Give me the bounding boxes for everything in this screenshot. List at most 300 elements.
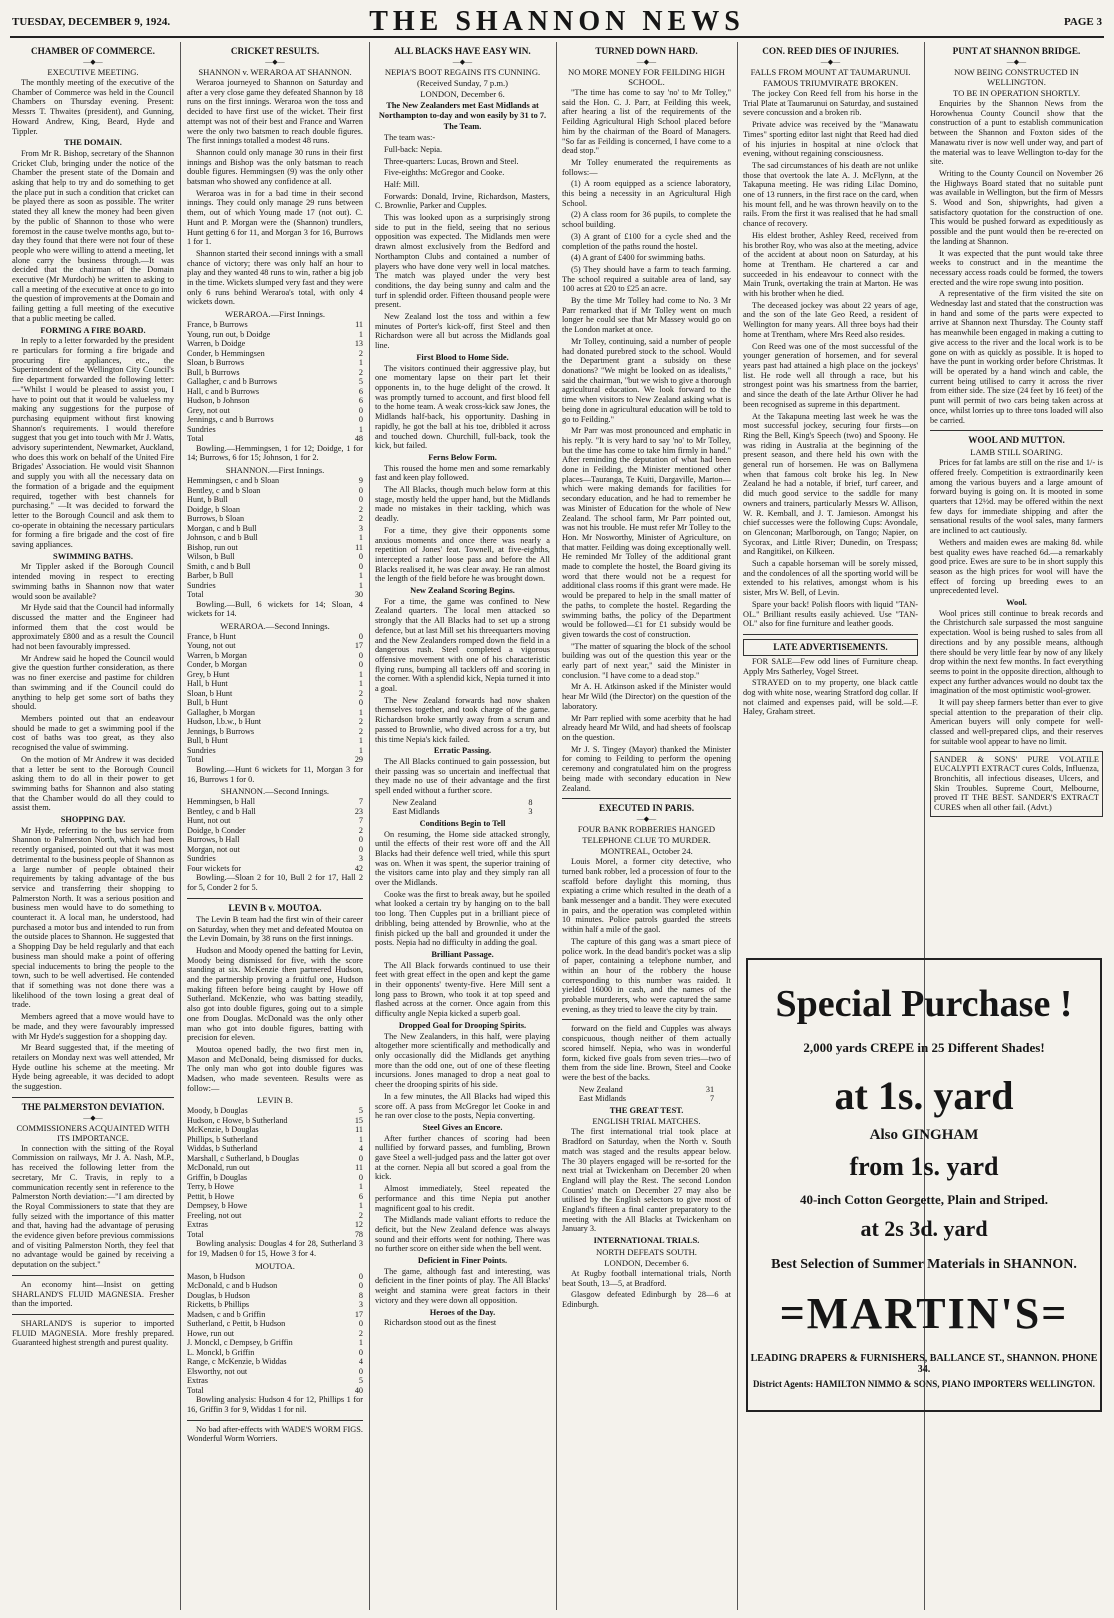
dateline: LONDON, December 6. (604, 1257, 689, 1268)
score-row (187, 826, 363, 836)
score-value: 1 (358, 669, 363, 679)
score-value: 2 (358, 514, 363, 524)
paragraph: Mr Tolley enumerated the requirements as follows:— (562, 157, 731, 177)
paragraph: The All Black forwards continued to use their feet with great effect in the open and kept the game in their opponents' twenty-five. Here Mill sent a long pass to Brown, who took it at top speed and flashed across at the corner. Once again from this difficulty angle Nepia kicked a superb goal. (375, 960, 550, 1019)
score-value: 1 (358, 1338, 363, 1348)
score-entry: Doidge, b Sloan (187, 504, 240, 514)
score-entry: Burrows, b Sloan (187, 514, 245, 524)
ornament: —◆— (820, 58, 841, 66)
article-headline: ALL BLACKS HAVE EASY WIN. (394, 46, 531, 56)
article-subhead: SHANNON v. WERAROA AT SHANNON. (198, 67, 352, 77)
score-value: 0 (358, 1172, 363, 1182)
paragraph: Richardson stood out as the finest (384, 1318, 497, 1328)
score-entry: Ricketts, b Phillips (187, 1300, 250, 1310)
score-entry: Sloan, b Hunt (187, 688, 233, 698)
score-entry: Mason, b Hudson (187, 1271, 245, 1281)
eucalypti-advert: SANDER & SONS' PURE VOLATILE EUCALYPTI EXTRACT cures Colds, Influenza, Bronchitis, all infectious diseases, Ulcers, and Skin Troubles. Supreme Court, Melbourne, proved IT THE BEST. SANDER'S EXTRACT CURES when all other fail. (Advt.) (930, 751, 1103, 817)
advert-price: from 1s. yard (849, 1152, 999, 1181)
article-subhead: NORTH DEFEATS SOUTH. (596, 1246, 697, 1257)
score-entry: Grey, not out (187, 405, 230, 415)
column-rule (180, 42, 181, 1610)
score-value: 1 (358, 745, 363, 755)
advert-line: SHARLAND'S is superior to imported FLUID MAGNESIA. More freshly prepared. Guaranteed highest strength and purest quality. (12, 1318, 174, 1348)
score-value: 3 (358, 523, 363, 533)
paragraph: The All Blacks, though much below form at this stage, mostly held the upper hand, but the Midlands made no mistakes in their tackling, which was deadly. (375, 485, 550, 524)
scorecard (187, 1106, 363, 1239)
issue-date: TUESDAY, DECEMBER 9, 1924. (12, 16, 171, 28)
article-headline: CHAMBER OF COMMERCE. (31, 46, 155, 56)
paragraph: Mr Beard suggested that, if the meeting of retailers on Monday next was well attended, Mr Hyde outline his scheme at the meeting. Mr Hyde being agreeable, it was decided to adopt the suggestion. (12, 1043, 174, 1092)
column-punt-and-wool (930, 44, 1103, 950)
score-value: 5 (358, 377, 363, 387)
score-value: 6 (358, 396, 363, 406)
advert-line: Spare your back! Polish floors with liquid "TAN-OL." Brilliant results easily achieved. Use "TAN-OL" also for fine furniture and leather goods. (743, 599, 918, 629)
score-entry: Johnson, c and b Bull (187, 533, 258, 543)
half-time-score (393, 798, 533, 817)
divider (562, 798, 731, 799)
score-value: 30 (354, 590, 363, 600)
section-head: FORMING A FIRE BOARD. (40, 325, 146, 335)
score-entry: Bentley, c and b Hall (187, 806, 256, 816)
district-agents: District Agents: HAMILTON NIMMO & SONS, PIANO IMPORTERS WELLINGTON. (753, 1379, 1095, 1389)
article-subhead: NEPIA'S BOOT REGAINS ITS CUNNING. (384, 67, 541, 77)
score-value: 2 (358, 1210, 363, 1220)
paragraph: Members pointed out that an endeavour should be made to get a swimming pool if the cost of baths was too great, as they also recognised the value of swimming. (12, 714, 174, 753)
section-head: Steel Gives an Encore. (422, 1122, 503, 1132)
score-entry: Bull, b Hunt (187, 698, 228, 708)
score-entry: Hudson, b Johnson (187, 396, 250, 406)
score-value: 0 (358, 844, 363, 854)
score-row (187, 698, 363, 708)
paragraph: "The time has come to say 'no' to Mr Tolley," said the Hon. C. J. Parr, at Feilding this week, after hearing a list of the requirements of the Feilding Agricultural High School placed before him by the chairman of the Board of Managers. "So far as Feilding is concerned, I have come to a dead stop." (562, 88, 731, 156)
advert-price: at 1s. yard (834, 1073, 1014, 1118)
paragraph: Shannon started their second innings with a small chance of victory; there was only half an hour to play and they wanted 48 runs to win, rather a big job in the time. Wickets slumped very fast and they were only 6 runs behind Weraroa's total, with only 4 wickets down. (187, 248, 363, 307)
score-entry: J. Monckl, c Dempsey, b Griffin (187, 1338, 293, 1348)
section-head: Wool. (1006, 598, 1027, 608)
ornament: —◆— (1006, 58, 1027, 66)
score-entry: Morgan, not out (187, 844, 240, 854)
score-entry: Bull, b Hunt (187, 736, 228, 746)
score-entry: Total (187, 590, 204, 600)
score-entry: Conder, b Hemmingsen (187, 348, 265, 358)
score-row (187, 807, 363, 817)
divider (930, 430, 1103, 431)
score-row (187, 1319, 363, 1329)
section-head: New Zealand Scoring Begins. (410, 586, 515, 596)
paragraph: Mr Tippler asked if the Borough Council intended moving in respect to erecting swimming baths in Shannon now that water would soon be available? (12, 562, 174, 601)
section-head: Heroes of the Day. (429, 1307, 496, 1317)
divider (187, 898, 363, 899)
column-rule (556, 42, 557, 1610)
paragraph: Mr Parr was most pronounced and emphatic in his reply. "It is very hard to say 'no' to Mr Tolley, but the time has come to take him firmly in hand." After reminding the deputation of what had been done in Feilding, the Minister mentioned other places—Tauranga, Te Kuiti, Dargaville, Marton—which were making demands for facilities for secondary education, and he had to remember he was Minister of Education for the whole of New Zealand. The school farm, Mr Parr pointed out, was not his trouble. He must refer Mr Tolley to the Hon. Mr Nosworthy, Minister of Agriculture, on that matter. Feilding was doing exceptionally well. He reminded Mr Tolley of the additional grant made to complete the hostel, the Board giving its word that there would not be a request for additional class rooms if this grant were made. He would be prepared to help in the small matter of the paths, to complete the hostel. Regarding the swimming baths, the policy of the Department would be followed—£1 for £1 subsidy would be given towards the cost of construction. (562, 426, 731, 639)
score-entry: Pettit, b Howe (187, 1191, 235, 1201)
score-value: 2 (358, 726, 363, 736)
score-value: 0 (358, 1347, 363, 1357)
column-feilding-school (562, 44, 731, 1610)
bowling-figures: Bowling.—Sloan 2 for 10, Bull 2 for 17, Hall 2 for 5, Conder 2 for 5. (187, 873, 363, 893)
article-headline: CRICKET RESULTS. (230, 46, 320, 56)
score-value: 5 (358, 1106, 363, 1116)
score-entry: Bishop, run out (187, 542, 238, 552)
section-head: Erratic Passing. (433, 746, 492, 756)
score-entry: Madsen, c and b Griffin (187, 1309, 266, 1319)
score-row (187, 1310, 363, 1320)
article-subhead: COMMISSIONERS ACQUAINTED WITH ITS IMPORTANCE. (16, 1122, 170, 1143)
score-value: 13 (354, 339, 363, 349)
score-value: 0 (358, 650, 363, 660)
divider (12, 1275, 174, 1276)
score-value: 3 (528, 807, 533, 817)
score-row (187, 1144, 363, 1154)
score-value: 5 (358, 1376, 363, 1386)
score-value: 3 (358, 854, 363, 864)
advert-headline: Special Purchase ! (775, 983, 1073, 1025)
score-entry: Jennings, c and b Burrows (187, 415, 274, 425)
paragraph: At Rugby football international trials, North beat South, 13—5, at Bradford. (562, 1268, 731, 1288)
score-entry: L. Monckl, b Griffin (187, 1347, 255, 1357)
score-row (187, 1367, 363, 1377)
score-row (187, 835, 363, 845)
section-head: THE GREAT TEST. (609, 1105, 684, 1115)
paragraph: The New Zealand forwards had now shaken themselves together, and took charge of the game. Richardson broke smartly away from a scrum and passed to Brownlie, who dived across for a try, but this time Nepia's kick failed. (375, 695, 550, 744)
score-row (187, 415, 363, 425)
paragraph: It will pay sheep farmers better than ever to give special attention to the preparation of their clip. American buyers will only compete for well-classed and well-prepared clips, and their reserves for suitable wool appear to have no limit. (930, 698, 1103, 746)
score-row (187, 505, 363, 515)
score-entry: France, b Hunt (187, 631, 236, 641)
score-value: 1 (358, 1134, 363, 1144)
paragraph: From Mr R. Bishop, secretary of the Shannon Cricket Club, bringing under the notice of the Chamber the present state of the Domain and asking that help to try and do something to get the place put in such a condition that cricket can be played there as soon as possible. The writer stated they all knew the money had been given by the public of Shannon to those who were foremost in the cause twelve months ago, but to-day they found that there were not four of these people who were willing to attend a meeting, let alone carry the business through.—It was decided that the chairman of the Domain executive (Mr Murdoch) be written to asking to call a meeting of the executive at once to go into the question of improvements at the Domain and failing getting a full meeting of the executive that a public meeting be called. (12, 148, 174, 323)
score-value: 9 (358, 476, 363, 486)
score-row (187, 387, 363, 397)
article-subhead: TO BE IN OPERATION SHORTLY. (953, 88, 1080, 98)
score-value: 1 (358, 329, 363, 339)
score-row (187, 1163, 363, 1173)
paragraph: forward on the field and Cupples was always conspicuous, though neither of them actually scored himself. Nepia, who was in wonderful form, kicked five goals from seven tries—two of them from the side line. Brown, Steel and Cooke were the best of the backs. (562, 1024, 731, 1082)
score-value: 42 (354, 863, 363, 873)
article-headline: THE PALMERSTON DEVIATION. (21, 1101, 165, 1112)
score-value: 4 (358, 1144, 363, 1154)
score-row (187, 543, 363, 553)
column-cricket-results (187, 44, 363, 1610)
score-value: 0 (358, 405, 363, 415)
score-row (187, 581, 363, 591)
score-value: 29 (354, 755, 363, 765)
score-row (187, 552, 363, 562)
score-value: 11 (355, 320, 363, 330)
paragraph: In connection with the sitting of the Royal Commission on railways, Mr J. A. Nash, M.P., has received the following letter from the secretary, Mr C. Travis, in reply to a communication recently sent in reference to the Palmerston North deviation:—"I am directed by the Royal Commissioners to state that they are fully seized with the importance of this matter and that, having had the advantage of perusing the evidence given before previous commissions and of visiting Palmerston North, they feel that no advantage would be gained by receiving a deputation on the subject." (12, 1143, 174, 1270)
score-value: 6 (358, 1191, 363, 1201)
dateline: MONTREAL, October 24. (600, 846, 693, 857)
article-headline: EXECUTED IN PARIS. (598, 803, 695, 814)
paragraph: Weraroa was in for a bad time in their second innings. They could only manage 29 runs between them, out of which Young made 17 (not out). C. Hunt and P. Morgan were the (Shannon) trundlers, Hunt getting 6 for 11, and Morgan 3 for 16, Burrows 1 for 1. (187, 188, 363, 247)
section-head: SHOPPING DAY. (60, 815, 126, 825)
advert-line: An economy hint—Insist on getting SHARLAND'S FLUID MAGNESIA. Fresher than the imported. (12, 1279, 174, 1309)
score-row (187, 1291, 363, 1301)
score-entry: New Zealand (578, 1084, 623, 1094)
score-value: 17 (354, 641, 363, 651)
team-line: Forwards: Donald, Irvine, Richardson, Masters, C. Brownlie, Parker and Cupples. (375, 191, 550, 211)
paragraph: Mr Tolley, continuing, said a number of people had donated purebred stock to the school. Would the Department grant a subsidy on these donations? "We might be looked on as idealists," said the chairman, "but we wish to give a thorough agricultural education. We look forward to the time when visitors to New Zealand asking what is being done in agricultural education will be told to go to Feilding." (562, 336, 731, 424)
score-value: 11 (355, 1163, 363, 1173)
score-row (187, 845, 363, 855)
score-value: 8 (528, 797, 533, 807)
ornament: —◆— (452, 58, 473, 66)
score-row (393, 807, 533, 817)
score-row (187, 1357, 363, 1367)
score-row (187, 1272, 363, 1282)
score-entry: Dempsey, b Howe (187, 1201, 248, 1211)
section-head: Conditions Begin to Tell (419, 818, 506, 828)
score-value: 0 (358, 1271, 363, 1281)
ornament: —◆— (265, 58, 285, 66)
score-entry: Hunt, b Bull (187, 495, 228, 505)
score-entry: Warren, b Morgan (187, 650, 247, 660)
score-value: 0 (358, 495, 363, 505)
column-con-reed (743, 44, 918, 950)
score-entry: Sloan, b Burrows (187, 358, 245, 368)
score-row (187, 632, 363, 642)
paragraph: Louis Morel, a former city detective, who turned bank robber, led a procession of four to the scaffold before daylight this morning, thus expiating a crime which resulted in the death of a bank messenger and a bandit. They were executed in pairs, and the operation was completed within 10 minutes. Police patrols guarded the streets within half a mile of the gaol. (562, 857, 731, 935)
bowling-figures: Bowling.—Hemmingsen, 1 for 12; Doidge, 1 for 14; Burrows, 6 for 15; Johnson, 1 for 2. (187, 443, 363, 463)
column-chamber-of-commerce (12, 44, 174, 1610)
final-score (579, 1085, 714, 1104)
score-row (187, 854, 363, 864)
ornament: —◆— (83, 58, 103, 66)
score-row (187, 425, 363, 435)
score-entry: Conder, b Morgan (187, 660, 247, 670)
score-row (187, 1220, 363, 1230)
article-headline: PUNT AT SHANNON BRIDGE. (952, 46, 1081, 56)
score-row (187, 708, 363, 718)
paragraph: (3) A grant of £100 for a cycle shed and the completion of the paths round the hostel. (562, 231, 731, 251)
score-entry: Hudson, c Howe, b Sutherland (187, 1115, 288, 1125)
column-rule (737, 42, 738, 1610)
paragraph: Glasgow defeated Edinburgh by 28—6 at Edinburgh. (562, 1290, 731, 1309)
score-row (187, 1201, 363, 1211)
innings-head: SHANNON.—First Innings. (225, 465, 325, 476)
score-value: 48 (354, 434, 363, 444)
paragraph: A representative of the firm visited the site on Wednesday last and stated that the construction was in hand and some of the parts were expected to arrive at Shannon next Thursday. The County staff has meanwhile been engaged in making a cutting to give access to the river and the local work is to be gone on with as quickly as possible. It is hoped to have the punt in working order before Christmas. It will be operated by a hand winch and cable, the current being utilised to carry it across the river from either side. The size (24 feet by 16 feet) of the punt will permit of two cars being taken across at once, whilst lorries up to three tons loaded will also be carried. (930, 289, 1103, 425)
paragraph: New Zealand lost the toss and within a few minutes of Porter's kick-off, first Steel and then Richardson were all but across the Midlands goal line. (375, 312, 550, 351)
paragraph: In reply to a letter forwarded by the president re particulars for forming a fire brigade and procuring fire appliances, etc., the Superintendent of the Wellington City Council's fire department forwarded the following letter:—"Whilst I would be pleased to assist you, I have to point out that it would be valueless my making any suggestions for the purpose of purchasing equipment without first knowing Shannon's requirements. I would therefore suggest that you get into touch with Mr J. Watts, advisory superintendent, Newmarket, Auckland, who does this work on behalf of the United Fire Brigades' Association. He would visit Shannon and supply you with all the necessary data on the formation of a brigade and the equipment required, together with best channels for purchasing." —It was decided to forward the letter to the Borough Council and ask them to co-operate in obtaining the necessary particulars for forming a fire brigade and the cost of fire saving appliances. (12, 336, 174, 550)
score-row (187, 533, 363, 543)
section-head: Deficient in Finer Points. (417, 1256, 508, 1266)
score-row (393, 798, 533, 808)
score-entry: McDonald, c and b Hudson (187, 1281, 278, 1291)
score-value: 6 (358, 386, 363, 396)
paragraph: The monthly meeting of the executive of the Chamber of Commerce was held in the Council Chambers on Thursday evening. Present: Messrs T. Thwaites (president), and Gunning, Howard Andrew, King, Beard, Hyde and Tippler. (12, 78, 174, 136)
column-all-blacks (375, 44, 550, 1610)
bowling-figures: Bowling analysis: Hudson 4 for 12, Phillips 1 for 16, Griffin 3 for 9, Widdas 1 for nil. (187, 1395, 363, 1415)
score-row (187, 670, 363, 680)
score-entry: Young, run out, b Doidge (187, 329, 271, 339)
article-headline: LEVIN B v. MOUTOA. (228, 902, 322, 913)
paragraph: Wool prices still continue to break records and the Christchurch sale surpassed the most sanguine expectation. Wool is being rushed to sales from all directions and by any possible means, although there should be very little fear by now of any likely drop within the next few months. In fact everything seems to point in the opposite direction, although to expect any further advances would no doubt tax the imagination of the most optimistic wool-grower. (930, 608, 1103, 696)
paragraph: The deceased jockey was about 22 years of age, and the son of the late Geo Reed, a resident of Wellington for many years. All three boys had their home at Trentham, where Mrs Reed also resides. (743, 300, 918, 339)
score-entry: Bull, b Burrows (187, 367, 240, 377)
scorecard (187, 476, 363, 600)
score-value: 1 (358, 424, 363, 434)
paragraph: The jockey Con Reed fell from his horse in the Trial Plate at Taumarunui on Saturday, and sustained severe concussion and a broken rib. (743, 89, 918, 118)
dateline: LONDON, December 6. (420, 89, 505, 99)
score-value: 0 (358, 1153, 363, 1163)
paragraph: Con Reed was one of the most successful of the younger generation of horsemen, and for several years past had attained a high place on the jockeys' list. He rode well all through a race, but his strongest point was his smartness from the barrier, and since the death of the late Arthur Oliver he had been recognised as supreme in this department. (743, 341, 918, 409)
score-row (187, 1106, 363, 1116)
score-value: 15 (354, 1115, 363, 1125)
score-entry: Hemmingsen, c and b Sloan (187, 476, 280, 486)
score-row (187, 816, 363, 826)
score-row (187, 641, 363, 651)
score-value: 7 (358, 816, 363, 826)
paragraph: Weraroa journeyed to Shannon on Saturday and after a very close game they defeated Shannon by 18 runs on the first innings. Weraroa won the toss and decided to have first use of the wicket. Their first attempt was not of their best and France and Warren were the only two batsmen to reach double figures. The first innings totalled a modest 48 runs. (187, 78, 363, 146)
score-row (187, 590, 363, 600)
score-entry: Barber, b Bull (187, 571, 234, 581)
score-row (187, 717, 363, 727)
paragraph: After further chances of scoring had been nullified by forward passes, and fumbling, Brown gave Steel a well-judged pass and the latter got over at the corner. Nepia all but scored a goal from the kick. (375, 1133, 550, 1182)
paragraph: The game, although fast and interesting, was deficient in the finer points of play. The All Blacks' weight and stamina were great factors in their victory and they were down all opposition. (375, 1266, 550, 1305)
newspaper-title: THE SHANNON NEWS (369, 6, 745, 37)
score-entry: Bentley, c and b Sloan (187, 485, 261, 495)
score-row (187, 689, 363, 699)
score-value: 1 (358, 358, 363, 368)
score-row (187, 1192, 363, 1202)
article-subhead: FALLS FROM MOUNT AT TAUMARUNUI. (750, 67, 911, 77)
score-value: 0 (358, 835, 363, 845)
article-subhead: NOW BEING CONSTRUCTED IN WELLINGTON. (954, 67, 1079, 87)
score-value: 0 (358, 1366, 363, 1376)
ornament: —◆— (83, 1113, 103, 1122)
bowling-figures: Bowling.—Hunt 6 wickets for 11, Morgan 3 for 16, Burrows 1 for 0. (187, 764, 363, 784)
paragraph: On the motion of Mr Andrew it was decided that a letter be sent to the Borough Council asking them to do all in their power to get swimming baths for Shannon and also stating that the Chamber would do all they could to assist them. (12, 754, 174, 813)
score-entry: France, b Burrows (187, 320, 248, 330)
score-value: 0 (358, 561, 363, 571)
paragraph: This roused the home men and some remarkably fast and keen play followed. (375, 463, 550, 483)
article-subhead: EXECUTIVE MEETING. (47, 67, 139, 77)
paragraph: (4) A grant of £400 for swimming baths. (571, 253, 706, 263)
score-row (187, 1116, 363, 1126)
article-subhead: TELEPHONE CLUE TO MURDER. (582, 835, 711, 846)
score-entry: Total (187, 434, 204, 444)
paragraph: The Levin B team had the first win of their career on Saturday, when they met and defeated Moutoa on the Levin Domain, by 38 runs on the first innings. (187, 914, 363, 944)
scorecard (187, 632, 363, 765)
team-line: Five-eighths: McGregor and Cooke. (384, 168, 505, 178)
advert-line: 40-inch Cotton Georgette, Plain and Striped. (799, 1192, 1049, 1207)
score-entry: Total (187, 1385, 204, 1395)
score-entry: Doidge, b Conder (187, 825, 246, 835)
paragraph: Such a capable horseman will be sorely missed, and the condolences of all the sporting world will be extended to his relatives, amongst whom is his sister, Mrs W. Bell, of Levin. (743, 559, 918, 598)
article-subhead: LAMB STILL SOARING. (970, 447, 1063, 458)
score-entry: Young, not out (187, 641, 236, 651)
paragraph: At the Takapuna meeting last week he was the most successful jockey, securing four firsts—on Ring the Bell, King's Speech (two) and Spoony. He was riding in Australia at the beginning of the present season, and there held his own with the general run of horsemen. He was on Ballymena when that famous colt broke his leg. In New Zealand he had a notable, if brief, turf career, and did much good service to the saddle for many owners and trainers, particularly Messrs W. Allison, W. R. Kemball, and J. T. Jamieson. Amongst his chief successes were the following Cups: Avondale, on Glenconan; Marlborough, on Tango; Napier, on Sycorax, and Little River; Dunedin, on Trespass; and Rangitikei, on Kilkeen. (743, 411, 918, 557)
innings-head: MOUTOA. (255, 1260, 295, 1271)
paragraph: Private advice was received by the "Manawatu Times" sporting editor last night that Reed had died of his injuries in hospital at nine o'clock that evening, without regaining consciousness. (743, 120, 918, 159)
score-row (187, 660, 363, 670)
score-row (187, 396, 363, 406)
paragraph: (1) A room equipped as a science laboratory, this being a necessity in an Agricultural High School. (562, 179, 731, 208)
score-entry: New Zealand (392, 797, 437, 807)
advert-line: No bad after-effects with WADE'S WORM FIGS. Wonderful Worm Worriers. (187, 1424, 363, 1444)
score-entry: Griffin, b Douglas (187, 1172, 248, 1182)
score-value: 17 (354, 1309, 363, 1319)
score-value: 78 (354, 1229, 363, 1239)
section-head: THE DOMAIN. (64, 138, 122, 148)
score-entry: Smith, c and b Bull (187, 561, 251, 571)
late-ads-heading: LATE ADVERTISEMENTS. (743, 639, 918, 656)
section-head: INTERNATIONAL TRIALS. (593, 1236, 700, 1246)
innings-head: WERAROA.—Second Innings. (220, 620, 330, 631)
classified-ad: STRAYED on to my property, one black cattle dog with white nose, wearing Stratford dog collar. If not claimed and expenses paid, will be sold.—F. Haley, Graham street. (743, 678, 918, 717)
score-row (187, 651, 363, 661)
martins-display-advert (746, 958, 1102, 1412)
team-line: Half: Mill. (384, 179, 420, 189)
score-value: 2 (358, 688, 363, 698)
shop-name: =MARTIN'S= (779, 1289, 1069, 1338)
cable-received: (Received Sunday, 7 p.m.) (416, 78, 509, 88)
score-row (187, 1348, 363, 1358)
score-row (187, 562, 363, 572)
section-head: SWIMMING BATHS. (53, 551, 133, 561)
score-value: 2 (358, 348, 363, 358)
paragraph: The All Blacks continued to gain possession, but their passing was so uncertain and ineffectual that they made no use of their advantage and the first spell ended without a further score. (375, 757, 550, 796)
paragraph: His eldest brother, Ashley Reed, received from his brother Roy, who was also at the meeting, advice of the accident at about noon on Saturday, at his home at Trentham. He chartered a car and succeeded in his endeavour to connect with the Main Trunk, overtaking the train at Marton. He was with his brother when he died. (743, 230, 918, 299)
score-row (187, 736, 363, 746)
score-value: 23 (354, 806, 363, 816)
score-value: 1 (358, 571, 363, 581)
paragraph: (5) They should have a farm to teach farming. The school required a suitable area of land, say 100 acres at £20 to £25 an acre. (562, 264, 731, 294)
paragraph: Mr Parr replied with some acerbity that he had already heard Mr Wild, and had sheets of foolscap on the question. (562, 713, 731, 742)
score-entry: Sutherland, c Pettit, b Hudson (187, 1319, 286, 1329)
score-row (187, 1376, 363, 1386)
score-entry: Extras (187, 1220, 208, 1230)
paragraph: The Midlands made valiant efforts to reduce the deficit, but the New Zealand defence was always sound and their efforts went for nothing. There was no further score on either side when the bell went. (375, 1215, 550, 1254)
score-entry: Morgan, c and b Bull (187, 523, 257, 533)
paragraph: Writing to the County Council on November 26 the Highways Board stated that no suitable punt was available in Wellington, but the firm of Messrs S. Wood and Son, shipwrights, had given a satisfactory quotation for the construction of one. This would be pushed forward as expeditiously as possible and the punt would then be re-erected on the landing at Shannon. (930, 168, 1103, 246)
score-entry: Sundries (187, 580, 216, 590)
ornament: —◆— (636, 58, 657, 66)
paragraph: In a few minutes, the All Blacks had wiped this score off. A pass from McGregor let Cooke in and he ran over close to the posts, Nepia converting. (375, 1091, 550, 1121)
score-entry: Hall, b Hunt (187, 679, 228, 689)
score-value: 7 (710, 1094, 715, 1104)
score-value: 11 (355, 542, 363, 552)
paragraph: By the time Mr Tolley had come to No. 3 Mr Parr remarked that if Mr Tolley went on much longer he could see that Mr Massey would go on the London market at once. (562, 296, 731, 335)
paragraph: For a time, they give their opponents some anxious moments and once there was nearly a repetition of Jones' feat. Townell, at five-eighths, intercepted a rather loose pass and before the All Blacks realised it, he was clear away. He ran almost the length of the field before he was brought down. (375, 525, 550, 584)
score-row (187, 339, 363, 349)
page-number: PAGE 3 (1064, 16, 1102, 28)
score-row (187, 1211, 363, 1221)
score-value: 0 (358, 485, 363, 495)
paragraph: This was looked upon as a surprisingly strong side to put in the field, seeing that no serious opposition was expected. The Midlands men were drawn almost exclusively from the Bedford and Northampton Clubs and contained a number of players who have done very well in local matches. The match was played under the very best conditions, the day being sunny and calm and the turf in splendid order. Fifteen thousand people were present. (375, 213, 550, 310)
score-row (187, 1125, 363, 1135)
advert-line: Also GINGHAM (869, 1127, 979, 1143)
score-entry: Freeling, not out (187, 1210, 242, 1220)
score-row (187, 368, 363, 378)
score-value: 1 (358, 580, 363, 590)
score-row (187, 1386, 363, 1396)
score-entry: McDonald, run out (187, 1163, 250, 1173)
score-row (187, 1154, 363, 1164)
score-row (187, 1173, 363, 1183)
score-value: 1 (358, 1201, 363, 1211)
score-row (187, 406, 363, 416)
score-row (187, 1329, 363, 1339)
score-entry: East Midlands (578, 1094, 626, 1104)
team-line: The team was:- (384, 133, 436, 143)
score-row (187, 755, 363, 765)
bowling-figures: Bowling.—Bull, 6 wickets for 14; Sloan, 4 wickets for 14. (187, 599, 363, 619)
score-entry: Range, c McKenzie, b Widdas (187, 1357, 287, 1367)
paragraph: It was expected that the punt would take three weeks to construct and in the meantime the necessary access roads could be formed, the towers erected and the wire rope swung into position. (930, 248, 1103, 287)
score-entry: Sundries (187, 424, 216, 434)
